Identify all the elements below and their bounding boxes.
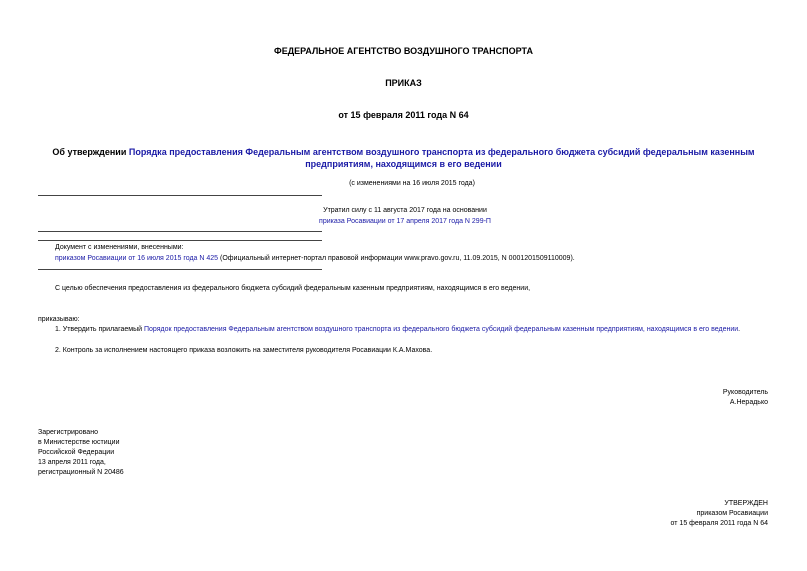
title-line-1 — [0, 147, 807, 157]
amendments-note: (с изменениями на 16 июля 2015 года) — [349, 180, 475, 187]
title-prefix: Об утверждении — [52, 147, 129, 157]
registration-line-5: регистрационный N 20486 — [38, 469, 124, 476]
item-1-prefix: 1. Утвердить прилагаемый — [55, 326, 144, 333]
item-1 — [55, 326, 740, 333]
changes-line — [55, 255, 575, 262]
changes-source: (Официальный интернет-портал правовой информации www.pravo.gov.ru, 11.09.2015, N 0001201509110009). — [218, 255, 575, 262]
order-word: приказываю: — [38, 316, 80, 323]
changes-link[interactable]: приказом Росавиации от 16 июля 2015 года N 425 — [55, 255, 219, 262]
doc-type-heading: ПРИКАЗ — [385, 78, 422, 88]
approved-line-2: приказом Росавиации — [696, 510, 768, 517]
registration-line-4: 13 апреля 2011 года, — [38, 459, 106, 466]
item-1-link[interactable]: Порядок предоставления Федеральным агентством воздушного транспорта из федерального бюджета субсидий федеральным казенным предприятиям, находящимся в его ведении — [143, 326, 739, 333]
divider-2 — [38, 231, 322, 232]
preamble-text: С целью обеспечения предоставления из федерального бюджета субсидий федеральным казенным предприятиям, находящимся в его ведении, — [55, 285, 531, 292]
item-2: 2. Контроль за исполнением настоящего приказа возложить на заместителя руководителя Росавиации К.А.Махова. — [55, 347, 433, 354]
signature-name: А.Нерадько — [729, 399, 768, 406]
title-link-part-2[interactable]: предприятиям, находящимся в его ведении — [305, 159, 502, 169]
signature-role: Руководитель — [722, 389, 768, 396]
changes-label: Документ с изменениями, внесенными: — [55, 244, 184, 251]
divider-1 — [38, 195, 322, 196]
divider-3 — [38, 240, 322, 241]
status-line: Утратил силу с 11 августа 2017 года на основании — [323, 207, 487, 214]
divider-4 — [38, 269, 322, 270]
registration-line-3: Российской Федерации — [38, 449, 115, 456]
item-1-suffix: . — [738, 326, 741, 333]
registration-line-1: Зарегистрировано — [38, 429, 98, 436]
registration-line-2: в Министерстве юстиции — [38, 439, 120, 446]
title-link-part-1[interactable]: Порядка предоставления Федеральным агентством воздушного транспорта из федерального бюджета субсидий федеральным казенным — [128, 147, 755, 157]
status-link[interactable]: приказа Росавиации от 17 апреля 2017 года N 299-П — [319, 218, 491, 225]
approved-line-1: УТВЕРЖДЕН — [724, 500, 768, 507]
title-line-2 — [0, 159, 807, 169]
approved-line-3: от 15 февраля 2011 года N 64 — [670, 520, 768, 527]
date-number-heading: от 15 февраля 2011 года N 64 — [338, 110, 469, 120]
agency-heading: ФЕДЕРАЛЬНОЕ АГЕНТСТВО ВОЗДУШНОГО ТРАНСПОРТА — [274, 46, 533, 56]
